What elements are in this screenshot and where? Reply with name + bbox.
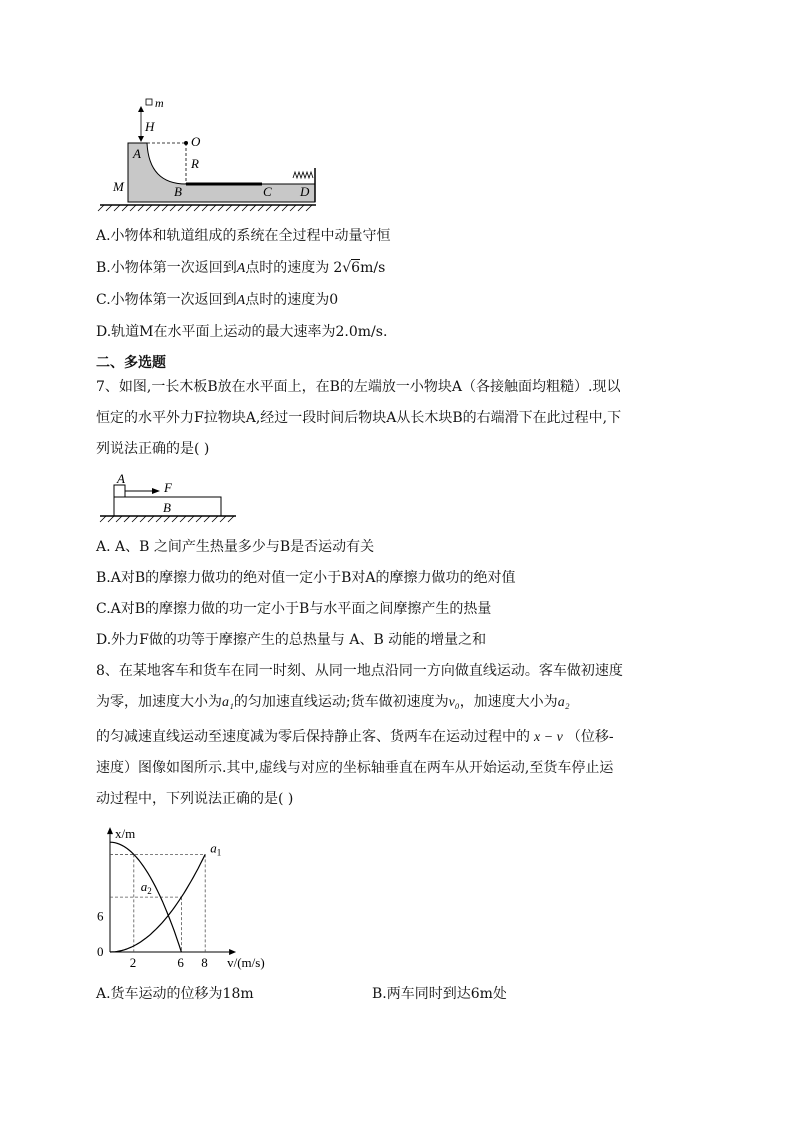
q8-line3-xv: x − v xyxy=(534,730,563,745)
q6-option-b-unit: m/s xyxy=(360,260,386,276)
series-a2-label: $a_2$ xyxy=(140,879,152,896)
q7-stem-line2: 恒定的水平外力F拉物块A,经过一段时间后物块A从长木块B的右端滑下在此过程中,下 xyxy=(96,410,622,426)
q8-option-a: A.货车运动的位移为18m xyxy=(96,986,254,1002)
q6-option-b-mid: 点时的速度为 xyxy=(245,260,330,276)
section-title: 二、多选题 xyxy=(96,355,166,371)
label-M: M xyxy=(113,179,124,194)
label-D: D xyxy=(300,184,310,199)
y-tick-6: 6 xyxy=(97,908,104,924)
q6-option-c-suffix: 点时的速度为0 xyxy=(245,292,339,308)
y-axis-arrow xyxy=(107,827,113,834)
label-R: R xyxy=(191,156,199,171)
ground-hatch xyxy=(98,205,312,211)
q7-stem-line1: 7、如图,一长木板B放在水平面上，在B的左端放一小物块A（各接触面均粗糙）.现以 xyxy=(96,379,621,395)
q6-option-c-point: A xyxy=(236,293,246,308)
label-A2: A xyxy=(117,471,125,486)
series-a1-line xyxy=(110,854,205,952)
track-figure xyxy=(0,0,794,220)
q6-option-c-prefix: C.小物体第一次返回到 xyxy=(96,292,237,308)
label-F: F xyxy=(164,480,172,495)
q6-option-b-radicand: 6 xyxy=(351,260,361,276)
q7-option-a: A. A、B 之间产生热量多少与B是否运动有关 xyxy=(96,539,375,555)
label-B: B xyxy=(174,184,182,199)
track-body xyxy=(128,143,315,202)
label-O: O xyxy=(191,134,201,149)
q8-option-b: B.两车同时到达6m处 xyxy=(372,986,507,1002)
q8-line2-e: ，加速度大小为 xyxy=(459,694,558,710)
xv-chart xyxy=(0,815,794,975)
q8-line2-a: 为零，加速度大小为 xyxy=(96,694,222,710)
block-A xyxy=(114,485,125,497)
label-H: H xyxy=(145,119,155,134)
q7-stem-line3: 列说法正确的是( ) xyxy=(96,441,210,457)
q6-option-b-coef: 2 xyxy=(333,260,343,276)
q8-stem-line4: 速度）图像如图所示.其中,虚线与对应的坐标轴垂直在两车从开始运动,至货车停止运 xyxy=(96,760,614,776)
label-A: A xyxy=(133,146,141,161)
y-axis-label: x/m xyxy=(115,826,136,842)
q8-line2-a2: a₂ xyxy=(557,695,570,710)
board-figure xyxy=(0,470,794,530)
q8-stem-line3 xyxy=(96,727,614,748)
q7-option-d: D.外力F做的功等于摩擦产生的总热量与 A、B 动能的增量之和 xyxy=(96,632,487,648)
q8-line2-a1: a₁ xyxy=(222,695,234,710)
center-point-O xyxy=(184,141,188,145)
series-a1-label: $a_1$ xyxy=(210,840,222,858)
sqrt-symbol: √ xyxy=(342,260,352,276)
x-tick-8: 8 xyxy=(201,955,208,970)
q6-option-c xyxy=(96,290,338,311)
q7-option-c: C.A对B的摩擦力做的功一定小于B与水平面之间摩擦产生的热量 xyxy=(96,601,492,617)
q6-option-b-prefix: B.小物体第一次返回到 xyxy=(96,260,237,276)
small-block xyxy=(146,99,152,105)
q8-stem-line1: 8、在某地客车和货车在同一时刻、从同一地点沿同一方向做直线运动。客车做初速度 xyxy=(96,663,623,679)
x-axis-label: v/(m/s) xyxy=(227,955,265,970)
x-tick-6: 6 xyxy=(177,955,184,970)
y-tick-0: 0 xyxy=(97,944,104,959)
q6-option-a: A.小物体和轨道组成的系统在全过程中动量守恒 xyxy=(96,228,391,244)
q8-line2-c: 的匀加速直线运动;货车做初速度为 xyxy=(233,694,449,710)
q8-line3-c: （位移- xyxy=(566,729,614,745)
q8-stem-line5: 动过程中，下列说法正确的是( ) xyxy=(96,791,294,807)
spring xyxy=(293,172,313,178)
q8-line2-v0: v₀ xyxy=(448,695,460,710)
label-m: m xyxy=(155,96,164,110)
q6-option-b-point: A xyxy=(236,261,246,276)
ground-hatch-2 xyxy=(100,516,234,522)
x-tick-2: 2 xyxy=(129,955,137,970)
q6-option-b xyxy=(96,258,385,279)
q6-option-d: D.轨道M在水平面上运动的最大速率为2.0m/s. xyxy=(96,324,388,340)
q8-stem-line2 xyxy=(96,692,570,713)
label-B2: B xyxy=(163,500,171,515)
q8-line3-a: 的匀减速直线运动至速度减为零后保持静止客、货两车在运动过程中的 xyxy=(96,729,530,745)
label-C: C xyxy=(263,184,272,199)
q7-option-b: B.A对B的摩擦力做功的绝对值一定小于B对A的摩擦力做功的绝对值 xyxy=(96,570,516,586)
